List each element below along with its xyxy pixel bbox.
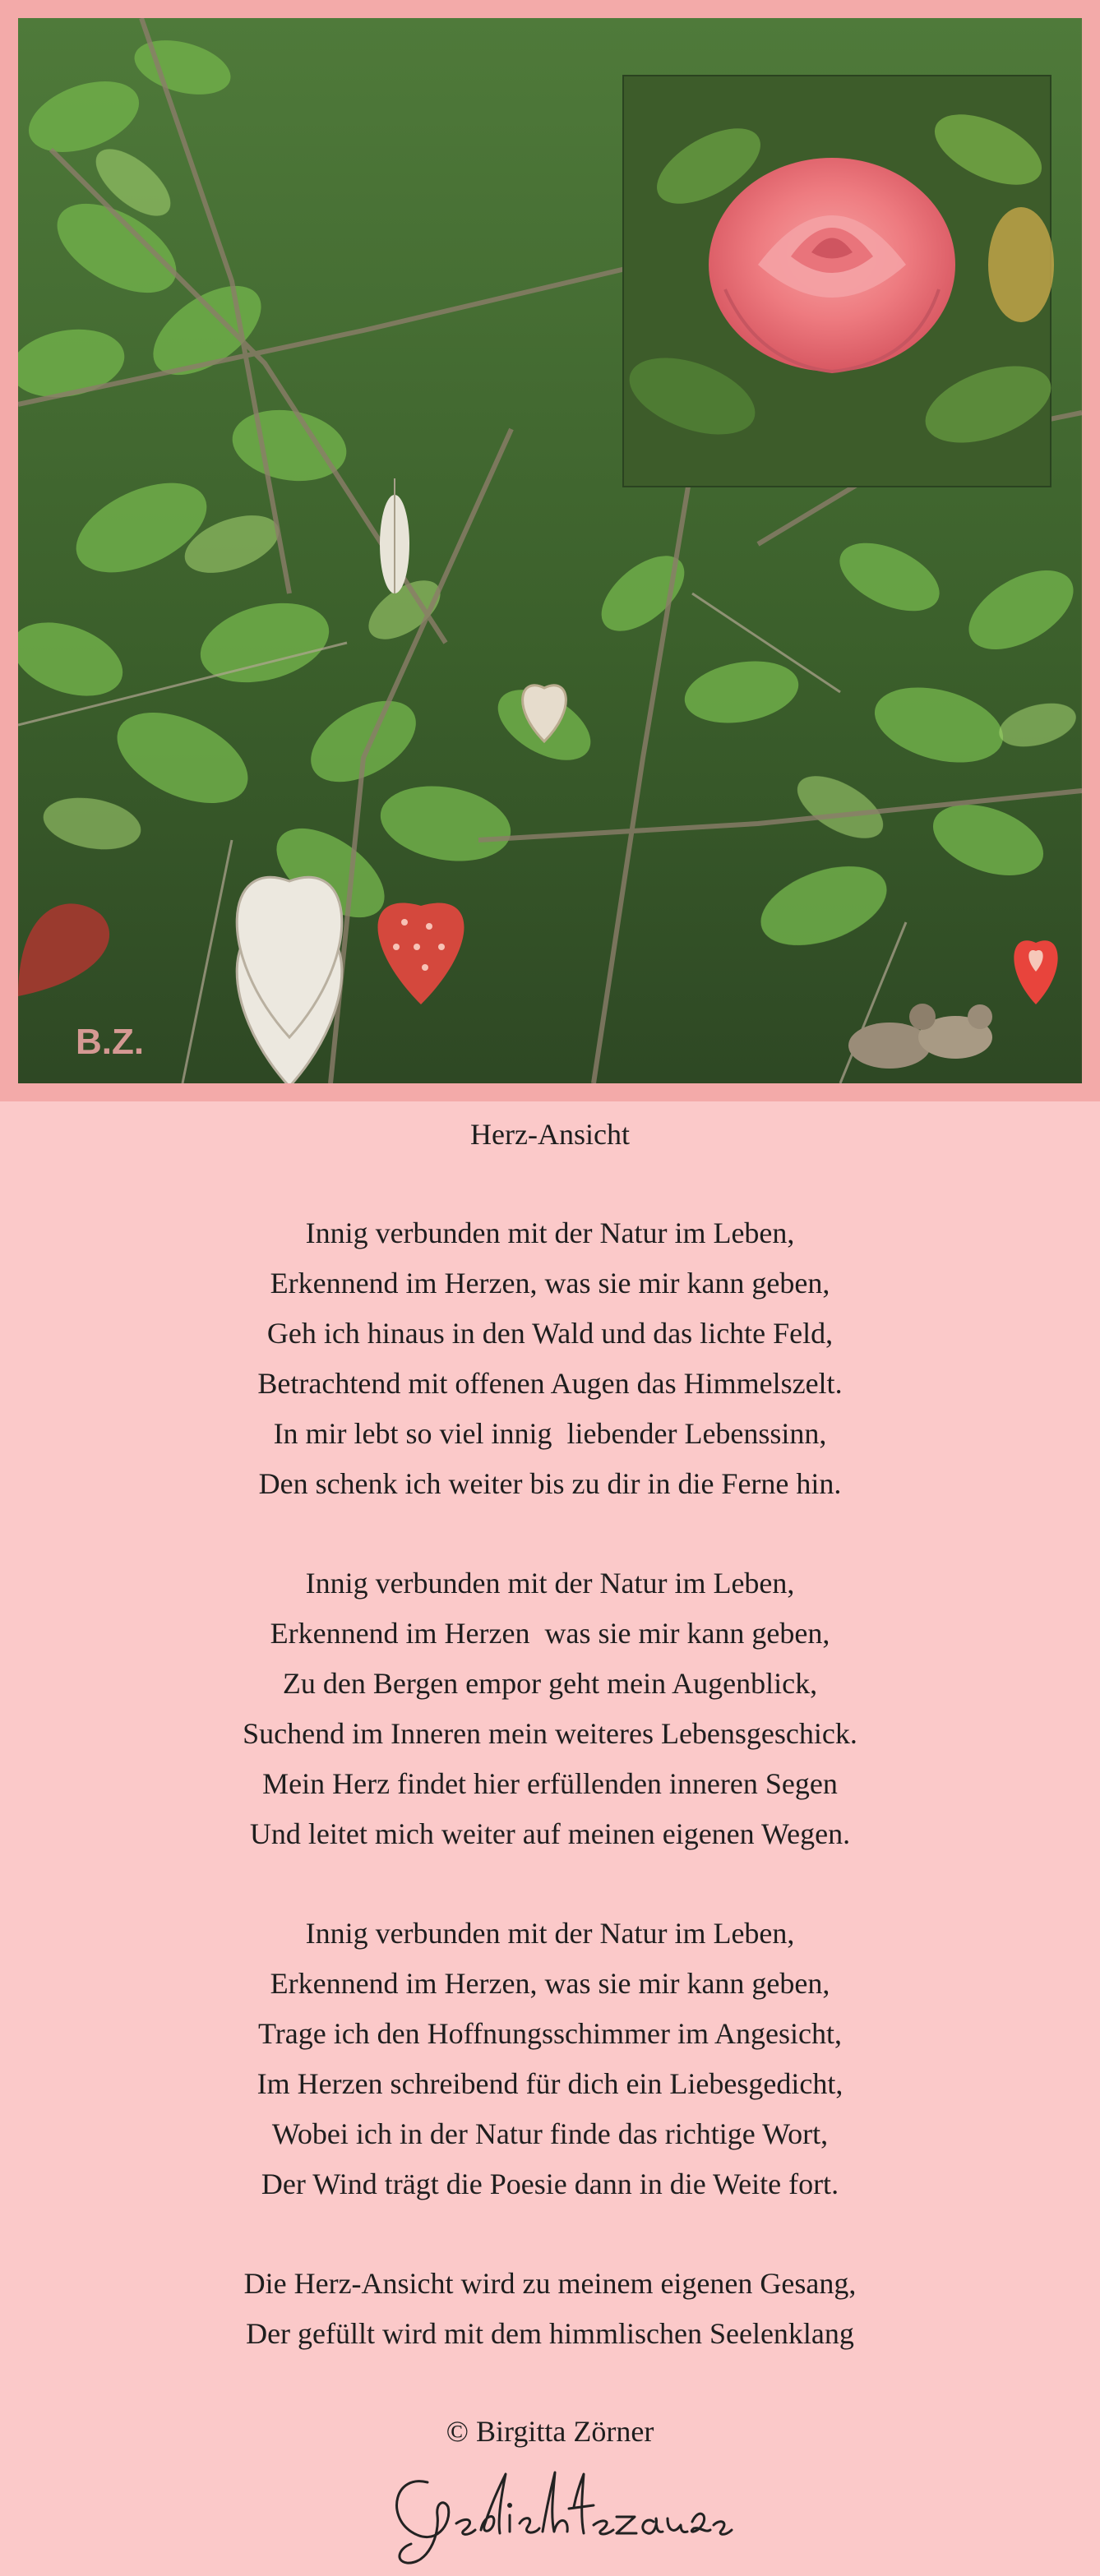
photo-watermark: B.Z. [76, 1022, 145, 1062]
poem-line: Innig verbunden mit der Natur im Leben, [305, 1567, 795, 1600]
stanza-2 [0, 1558, 1100, 1859]
poem-line: Im Herzen schreibend für dich ein Liebesgedicht, [257, 2067, 843, 2100]
poem-line: Geh ich hinaus in den Wald und das lichte Feld, [266, 1317, 834, 1350]
poem-line: Der gefüllt wird mit dem himmlischen Seelenklang [246, 2317, 854, 2350]
rose-inset [619, 76, 1061, 487]
poem-line: Und leitet mich weiter auf meinen eigenen Wegen. [249, 1817, 851, 1850]
poem-line: Betrachtend mit offenen Augen das Himmelszelt. [257, 1367, 843, 1400]
poem-line: Den schenk ich weiter bis zu dir in die Ferne hin. [258, 1467, 842, 1500]
poem-title: Herz-Ansicht [470, 1118, 630, 1151]
copyright-notice: © Birgitta Zörner [446, 2415, 654, 2448]
poem-line: Trage ich den Hoffnungsschimmer im Angesicht, [258, 2017, 842, 2050]
poem-line: Wobei ich in der Natur finde das richtige Wort, [271, 2117, 829, 2150]
stanza-3 [0, 1909, 1100, 2209]
poem-line: Innig verbunden mit der Natur im Leben, [305, 1216, 795, 1249]
poem-line: Mein Herz findet hier erfüllenden inneren Segen [262, 1767, 838, 1800]
poem-line: Innig verbunden mit der Natur im Leben, [305, 1917, 795, 1950]
stanza-4 [0, 2259, 1100, 2359]
poem-line: Erkennend im Herzen, was sie mir kann geben, [270, 1267, 830, 1300]
poem-line: Die Herz-Ansicht wird zu meinem eigenen Gesang, [243, 2267, 857, 2300]
poem-line: Der Wind trägt die Poesie dann in die Weite fort. [261, 2167, 839, 2200]
photo-frame [0, 0, 1100, 1101]
poem-line: Erkennend im Herzen, was sie mir kann geben, [270, 1967, 830, 2000]
stanza-1 [0, 1208, 1100, 1509]
poem-line: Erkennend im Herzen was sie mir kann geben, [270, 1617, 830, 1650]
poem-line: In mir lebt so viel innig liebender Lebenssinn, [273, 1417, 827, 1450]
garden-photo-illustration [18, 18, 1082, 1083]
garden-photo [18, 18, 1082, 1083]
poem-line: Zu den Bergen empor geht mein Augenblick, [282, 1667, 818, 1700]
poem-line: Suchend im Inneren mein weiteres Lebensgeschick. [243, 1717, 857, 1750]
poem [0, 1110, 1100, 2359]
signature-text: Gedichtezauber [555, 2569, 563, 2570]
signature-logo [378, 2458, 740, 2573]
